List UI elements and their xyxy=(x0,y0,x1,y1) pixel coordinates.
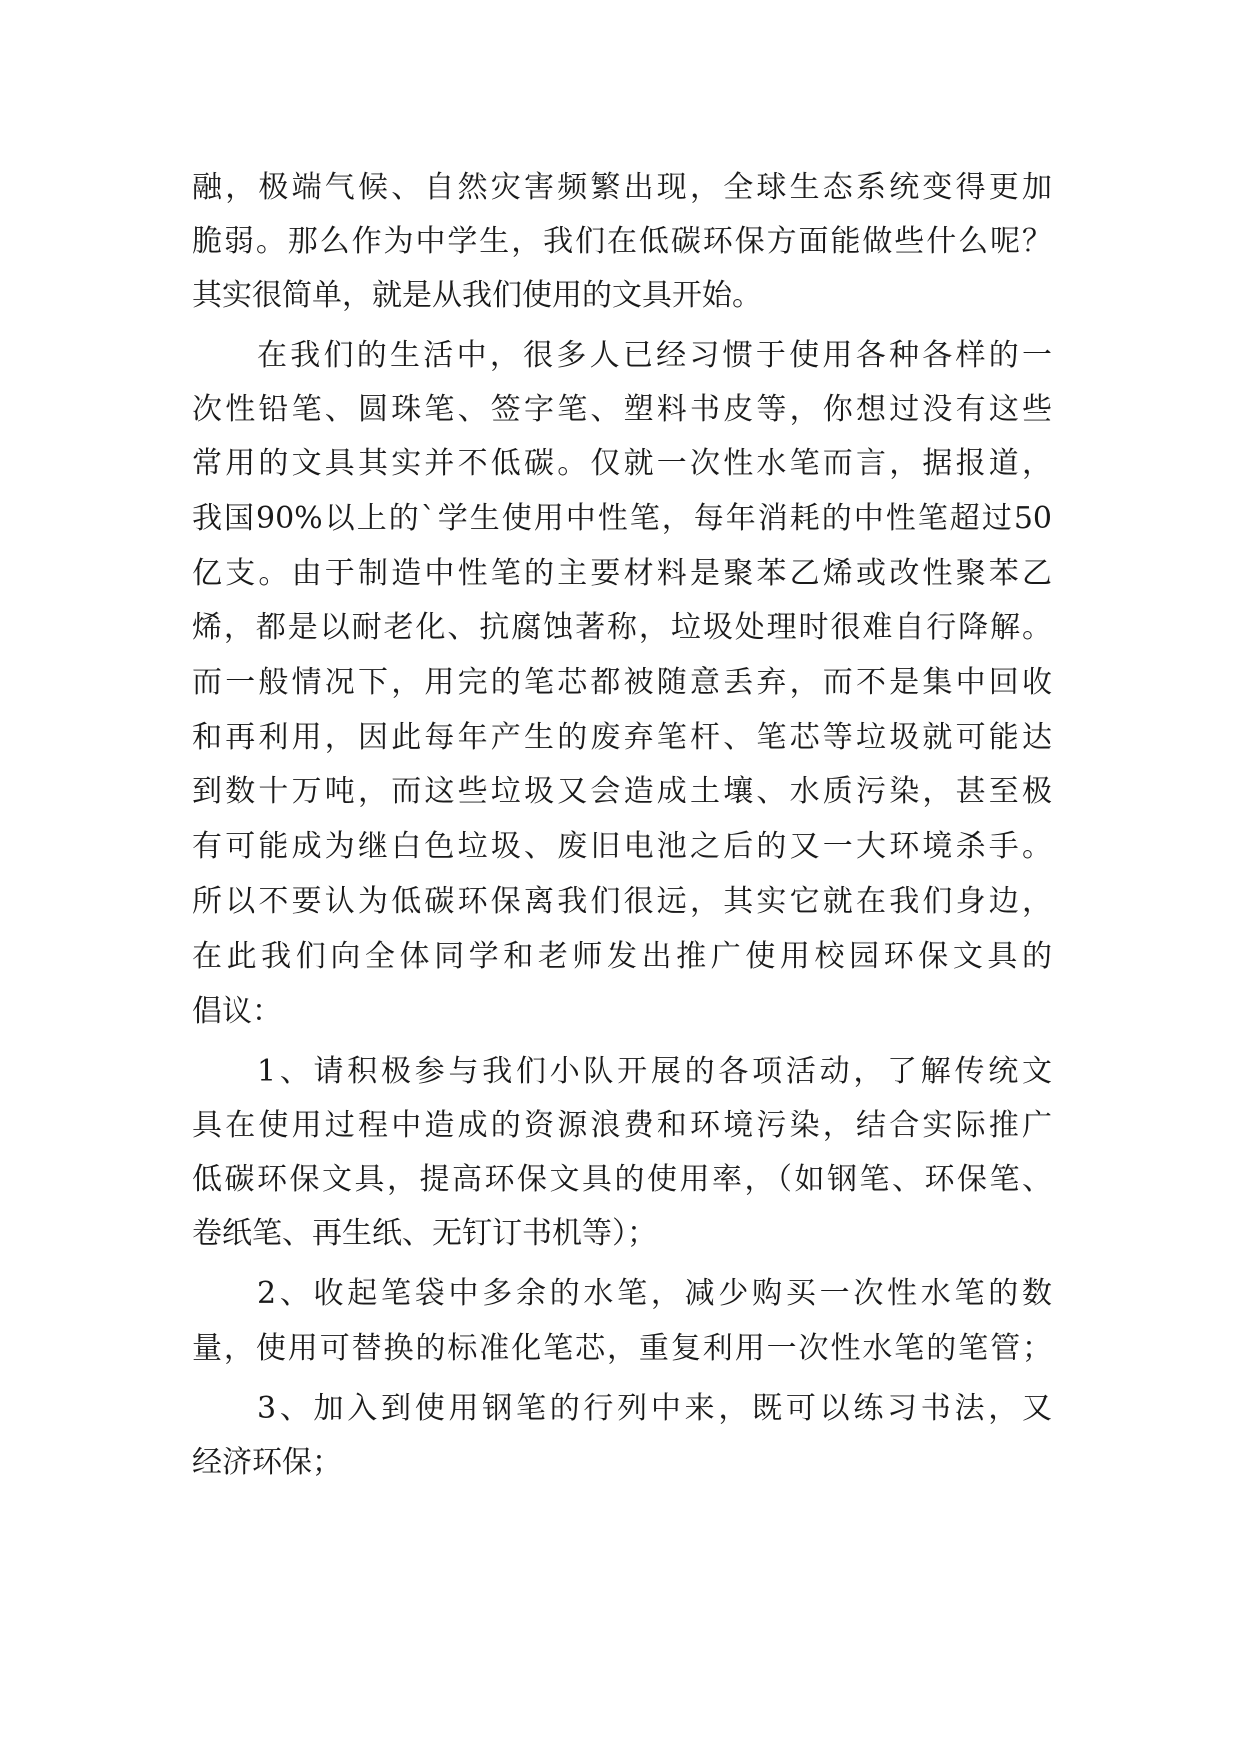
text-line: 低碳环保文具，提高环保文具的使用率，（如钢笔、环保笔、 xyxy=(192,1162,1052,1197)
text-line: 有可能成为继白色垃圾、废旧电池之后的又一大环境杀手。 xyxy=(192,829,1052,864)
text-line: 倡议： xyxy=(192,994,282,1029)
text-line: 和再利用，因此每年产生的废弃笔杆、笔芯等垃圾就可能达 xyxy=(192,720,1052,755)
text-line: 到数十万吨，而这些垃圾又会造成土壤、水质污染，甚至极 xyxy=(192,774,1052,809)
text-line: 1、请积极参与我们小队开展的各项活动，了解传统文 xyxy=(257,1054,1052,1089)
text-line: 所以不要认为低碳环保离我们很远，其实它就在我们身边， xyxy=(192,884,1052,919)
text-line: 量，使用可替换的标准化笔芯，重复利用一次性水笔的笔管； xyxy=(192,1331,1052,1366)
text-line: 烯，都是以耐老化、抗腐蚀著称，垃圾处理时很难自行降解。 xyxy=(192,610,1052,645)
text-line: 经济环保； xyxy=(192,1445,342,1480)
text-line: 在此我们向全体同学和老师发出推广使用校园环保文具的 xyxy=(192,939,1052,974)
text-line: 其实很简单，就是从我们使用的文具开始。 xyxy=(192,278,762,313)
text-line: 卷纸笔、再生纸、无钉订书机等）； xyxy=(192,1216,657,1251)
text-line: 融，极端气候、自然灾害频繁出现，全球生态系统变得更加 xyxy=(192,170,1052,205)
text-line: 在我们的生活中，很多人已经习惯于使用各种各样的一 xyxy=(257,338,1052,373)
text-line: 具在使用过程中造成的资源浪费和环境污染，结合实际推广 xyxy=(192,1108,1052,1143)
text-line: 而一般情况下，用完的笔芯都被随意丢弃，而不是集中回收 xyxy=(192,665,1052,700)
text-line: 3、加入到使用钢笔的行列中来，既可以练习书法，又 xyxy=(257,1391,1052,1426)
text-line: 次性铅笔、圆珠笔、签字笔、塑料书皮等，你想过没有这些 xyxy=(192,392,1052,427)
text-line: 常用的文具其实并不低碳。仅就一次性水笔而言，据报道， xyxy=(192,446,1052,481)
text-line: 我国90%以上的`学生使用中性笔，每年消耗的中性笔超过50 xyxy=(192,501,1052,536)
text-line: 脆弱。那么作为中学生，我们在低碳环保方面能做些什么呢？ xyxy=(192,224,1052,259)
text-line: 2、收起笔袋中多余的水笔，减少购买一次性水笔的数 xyxy=(257,1276,1052,1311)
text-line: 亿支。由于制造中性笔的主要材料是聚苯乙烯或改性聚苯乙 xyxy=(192,556,1052,591)
